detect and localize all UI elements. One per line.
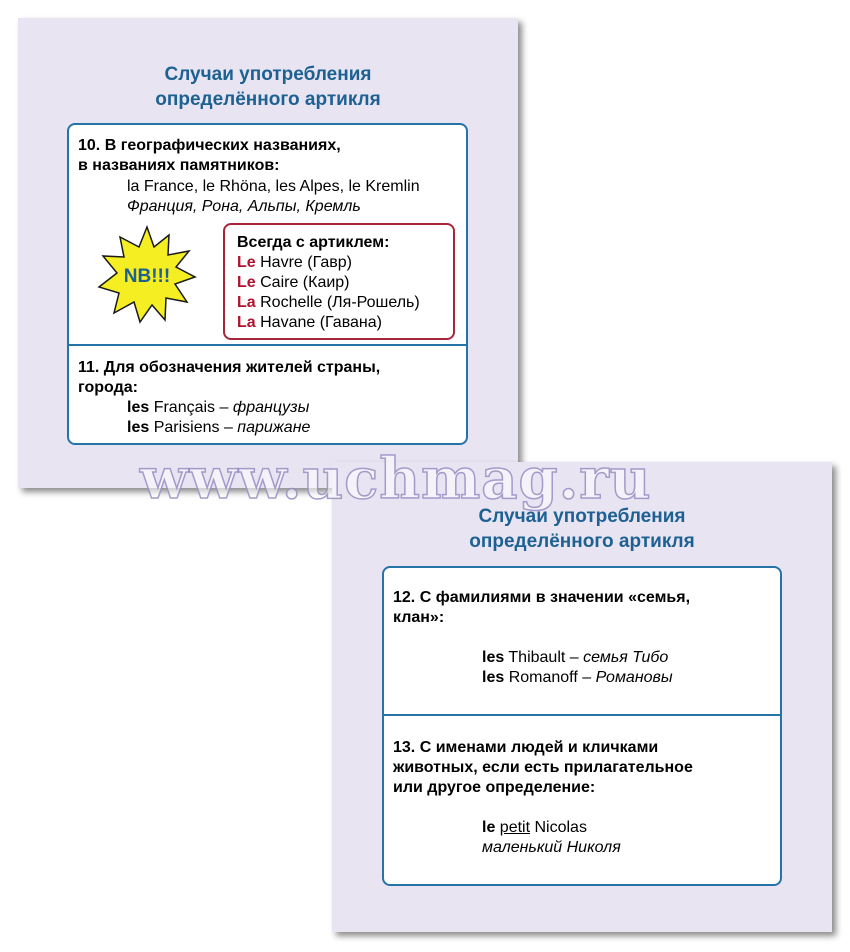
sec13-example-ru: маленький Николя bbox=[482, 839, 621, 856]
always-item-article: Le bbox=[237, 274, 256, 291]
rules-box bbox=[382, 566, 782, 886]
always-item bbox=[237, 313, 382, 333]
always-heading: Всегда с артиклем: bbox=[237, 234, 390, 251]
example-fr: Romanoff – bbox=[504, 669, 596, 686]
always-item-article: Le bbox=[237, 254, 256, 271]
section-divider bbox=[69, 344, 466, 346]
section-divider bbox=[384, 714, 780, 716]
example-article: les bbox=[482, 649, 505, 666]
example-adjective: petit bbox=[499, 819, 531, 836]
example-article: les bbox=[127, 419, 150, 436]
always-item-article: La bbox=[237, 314, 256, 331]
always-item-article: La bbox=[237, 294, 256, 311]
always-item bbox=[237, 253, 352, 273]
sec10-example-fr: la France, le Rhöna, les Alpes, le Kremlin bbox=[127, 178, 420, 195]
always-item-text: Havane (Гавана) bbox=[255, 314, 382, 331]
sec10-heading-line2: в названиях памятников: bbox=[78, 157, 280, 174]
always-item bbox=[237, 293, 420, 313]
example-ru: Романовы bbox=[595, 669, 673, 686]
card-articles-1 bbox=[18, 18, 518, 488]
card-title-line2: определённого артикля bbox=[469, 531, 695, 552]
sec11-heading-line2: города: bbox=[78, 379, 138, 396]
sec12-heading-line1: 12. С фамилиями в значении «семья, bbox=[393, 589, 691, 606]
nb-star-icon bbox=[97, 225, 197, 325]
always-article-box bbox=[223, 223, 455, 340]
example-fr: Thibault – bbox=[504, 649, 584, 666]
example-fr: Parisiens – bbox=[149, 419, 238, 436]
example-ru: французы bbox=[232, 399, 310, 416]
example-name: Nicolas bbox=[530, 819, 587, 836]
always-item-text: Caire (Каир) bbox=[255, 274, 350, 291]
card-title-line1: Случаи употребления bbox=[164, 64, 372, 85]
sec13-example bbox=[482, 818, 587, 838]
example-ru: семья Тибо bbox=[583, 649, 669, 666]
sec11-example-1 bbox=[127, 398, 309, 418]
watermark: www.uchmag.ru bbox=[140, 446, 652, 512]
card-title-line1: Случаи употребления bbox=[478, 506, 686, 527]
sec13-heading-line2: животных, если есть прилагательное bbox=[393, 759, 693, 776]
sec12-example-2 bbox=[482, 668, 673, 688]
always-item-text: Havre (Гавр) bbox=[255, 254, 352, 271]
example-ru: парижане bbox=[237, 419, 311, 436]
sec10-example-ru: Франция, Рона, Альпы, Кремль bbox=[127, 198, 361, 215]
sec12-heading-line2: клан»: bbox=[393, 609, 445, 626]
card-title bbox=[18, 62, 518, 112]
sec11-example-2 bbox=[127, 418, 310, 438]
example-article: le bbox=[482, 819, 496, 836]
sec13-heading-line1: 13. С именами людей и кличками bbox=[393, 739, 659, 756]
always-item bbox=[237, 273, 350, 293]
sec10-heading-line1: 10. В географических названиях, bbox=[78, 137, 341, 154]
example-article: les bbox=[127, 399, 150, 416]
example-fr: Français – bbox=[149, 399, 233, 416]
rules-box bbox=[67, 123, 468, 445]
example-article: les bbox=[482, 669, 505, 686]
card-title-line2: определённого артикля bbox=[155, 89, 381, 110]
sec12-example-1 bbox=[482, 648, 668, 668]
always-item-text: Rochelle (Ля-Рошель) bbox=[255, 294, 420, 311]
sec13-heading-line3: или другое определение: bbox=[393, 779, 596, 796]
nb-label: NB!!! bbox=[123, 266, 171, 287]
sec11-heading-line1: 11. Для обозначения жителей страны, bbox=[78, 359, 381, 376]
card-articles-2 bbox=[332, 462, 832, 932]
